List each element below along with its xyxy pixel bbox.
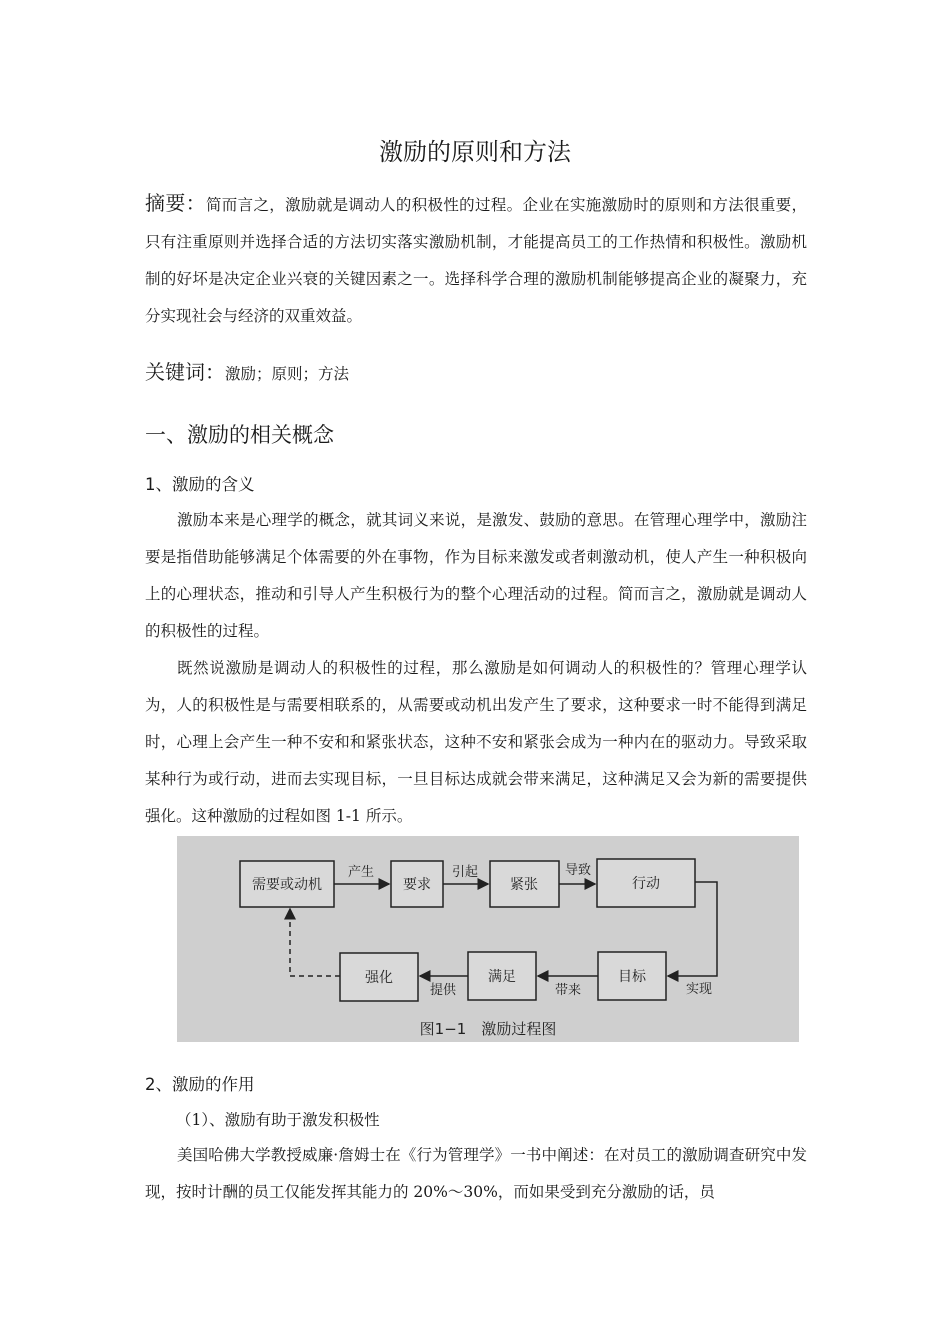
document-title: 激励的原则和方法 [379, 138, 571, 166]
box-satisfy-label: 满足 [488, 969, 516, 985]
keywords-label: 关键词： [145, 360, 225, 384]
box-demand-label: 要求 [403, 877, 431, 893]
edge-lead-label: 导致 [564, 863, 592, 878]
keywords-paragraph [145, 354, 807, 393]
edge-realize-label: 实现 [685, 982, 713, 997]
keywords-text: 激励；原则；方法 [225, 365, 350, 383]
abstract-label: 摘要： [145, 191, 206, 215]
edge-cause-label: 引起 [451, 865, 479, 880]
abstract-text: 简而言之，激励就是调动人的积极性的过程。企业在实施激励时的原则和方法很重要，只有注重原则并选择合适的方法切实落实激励机制，才能提高员工的工作热情和积极性。激励机制的好坏是决定企业兴衰的关键因素之一。选择科学合理的激励机制能够提高企业的凝聚力，充分实现社会与经济的双重效益。 [145, 196, 807, 325]
figure-incentive-process [177, 836, 799, 1042]
edge-produce-label: 产生 [347, 865, 375, 880]
para-process: 既然说激励是调动人的积极性的过程，那么激励是如何调动人的积极性的？管理心理学认为，人的积极性是与需要相联系的，从需要或动机出发产生了要求，这种要求一时不能得到满足时，心理上会产生一种不安和和紧张状态，这种不安和紧张会成为一种内在的驱动力。导致采取某种行为或行动，进而去实现目标，一旦目标达成就会带来满足，这种满足又会为新的需要提供强化。这种激励的过程如图 1-1 所示。 [145, 659, 807, 825]
edge-bring-label: 带来 [554, 983, 582, 998]
box-need-label: 需要或动机 [252, 877, 322, 893]
sub2-heading: 2、激励的作用 [145, 1075, 255, 1094]
edge-provide-label: 提供 [429, 983, 457, 998]
box-tension-label: 紧张 [510, 877, 538, 893]
box-reinforce-label: 强化 [365, 970, 393, 986]
para-james: 美国哈佛大学教授威廉·詹姆士在《行为管理学》一书中阐述：在对员工的激励调查研究中发现，按时计酬的员工仅能发挥其能力的 20%～30%，而如果受到充分激励的话，员 [145, 1146, 807, 1201]
box-action-label: 行动 [632, 876, 660, 892]
para-meaning: 激励本来是心理学的概念，就其词义来说，是激发、鼓励的意思。在管理心理学中，激励注要是指借助能够满足个体需要的外在事物，作为目标来激发或者刺激动机，使人产生一种积极向上的心理状态，推动和引导人产生积极行为的整个心理活动的过程。简而言之，激励就是调动人的积极性的过程。 [145, 511, 807, 640]
process-diagram [177, 836, 799, 1042]
figure-caption: 图1−1 激励过程图 [419, 1020, 557, 1038]
section1-heading: 一、激励的相关概念 [145, 423, 334, 447]
sub2-item1: （1）、激励有助于激发积极性 [176, 1111, 380, 1129]
sub1-heading: 1、激励的含义 [145, 475, 255, 494]
box-goal-label: 目标 [618, 969, 646, 985]
abstract-paragraph [145, 185, 807, 335]
